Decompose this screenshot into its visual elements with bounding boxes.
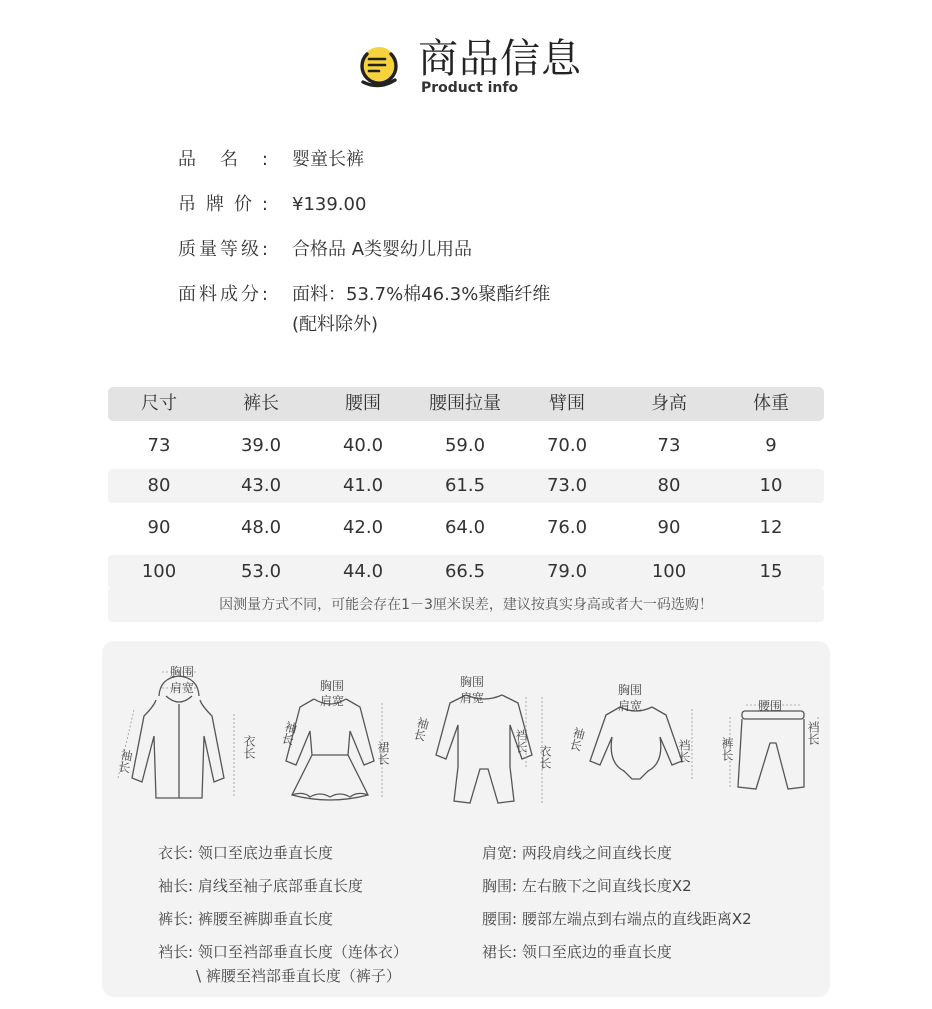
pants-crotch-label: 裆长	[806, 721, 820, 745]
bodysuit-shoulder-label: 肩宽	[618, 699, 643, 713]
table-cell: 80	[147, 475, 171, 496]
definition-sleeve: 袖长: 肩线至袖子底部垂直长度	[158, 877, 363, 895]
table-cell: 73	[657, 435, 681, 456]
table-row	[108, 555, 824, 589]
definition-shoulder: 肩宽: 两段肩线之间直线长度	[482, 844, 672, 862]
pants-length-label: 裤长	[720, 737, 734, 761]
romper-length-label: 衣长	[538, 745, 552, 769]
info-value-name: 婴童长裤	[292, 149, 364, 170]
info-value-quality: 合格品 A类婴幼儿用品	[292, 239, 473, 260]
table-cell: 64.0	[444, 517, 486, 538]
jacket-length-label: 衣长	[242, 735, 256, 759]
table-cell: 90	[657, 517, 681, 538]
table-cell: 100	[651, 561, 687, 582]
definition-crotch-pants: \ 裤腰至裆部垂直长度（裤子）	[196, 967, 401, 985]
table-header-cell: 体重	[753, 393, 789, 414]
bodysuit-sleeve-label: 袖长	[567, 725, 587, 753]
table-cell: 53.0	[240, 561, 282, 582]
table-cell: 73	[147, 435, 171, 456]
table-header-cell: 裤长	[243, 393, 279, 414]
jacket-sleeve-label: 袖长	[116, 747, 134, 775]
table-cell: 12	[759, 517, 783, 538]
info-value-fabric-note: (配料除外)	[292, 314, 379, 335]
romper-sleeve-label: 袖长	[411, 715, 431, 743]
definition-pants-length: 裤长: 裤腰至裤脚垂直长度	[158, 910, 333, 928]
info-label-fabric: 面料成分:	[178, 284, 268, 305]
table-cell: 48.0	[240, 517, 282, 538]
table-cell: 79.0	[546, 561, 588, 582]
table-cell: 76.0	[546, 517, 588, 538]
table-header-cell: 臂围	[549, 393, 585, 414]
table-cell: 9	[765, 435, 777, 456]
info-label-name: 品名:	[178, 149, 268, 170]
info-label-quality: 质量等级:	[178, 239, 268, 260]
definition-chest: 胸围: 左右腋下之间直线长度X2	[482, 877, 692, 895]
table-header-row	[108, 387, 824, 421]
table-cell: 40.0	[342, 435, 384, 456]
table-cell: 59.0	[444, 435, 486, 456]
table-cell: 66.5	[444, 561, 486, 582]
definition-length: 衣长: 领口至底边垂直长度	[158, 844, 333, 862]
info-value-fabric: 面料：53.7%棉46.3%聚酯纤维	[292, 284, 551, 305]
dress-skirt-label: 裙长	[376, 741, 390, 765]
section-title: 商品信息	[418, 36, 582, 82]
table-cell: 39.0	[240, 435, 282, 456]
dress-shoulder-label: 肩宽	[320, 694, 345, 708]
jacket-chest-label: 胸围	[170, 665, 195, 679]
table-row	[108, 429, 824, 463]
table-cell: 90	[147, 517, 171, 538]
table-cell: 41.0	[342, 475, 384, 496]
table-row	[108, 511, 824, 545]
table-header-cell: 身高	[651, 393, 687, 414]
table-cell: 73.0	[546, 475, 588, 496]
table-cell: 43.0	[240, 475, 282, 496]
dress-chest-label: 胸围	[320, 679, 345, 693]
table-row	[108, 469, 824, 503]
pants-waist-label: 腰围	[758, 699, 783, 713]
dress-sleeve-label: 袖长	[279, 719, 299, 747]
table-cell: 80	[657, 475, 681, 496]
table-cell: 15	[759, 561, 783, 582]
table-cell: 10	[759, 475, 783, 496]
size-table-note: 因测量方式不同，可能会存在1－3厘米误差，建议按真实身高或者大一码选购！	[108, 588, 824, 622]
definition-crotch: 裆长: 领口至裆部垂直长度（连体衣）	[158, 943, 408, 961]
table-cell: 61.5	[444, 475, 486, 496]
info-value-price: ¥139.00	[292, 194, 367, 215]
table-cell: 100	[141, 561, 177, 582]
definition-skirt: 裙长: 领口至底边的垂直长度	[482, 943, 672, 961]
romper-crotch-label: 裆长	[514, 729, 528, 753]
romper-shoulder-label: 肩宽	[460, 691, 485, 705]
measurement-guide-panel	[102, 641, 830, 997]
section-subtitle: Product info	[421, 80, 519, 96]
jacket-shoulder-label: 肩宽	[170, 681, 195, 695]
bodysuit-chest-label: 胸围	[618, 683, 643, 697]
table-header-cell: 尺寸	[141, 393, 177, 414]
table-cell: 44.0	[342, 561, 384, 582]
product-info-logo-icon	[355, 42, 403, 90]
bodysuit-crotch-label: 裆长	[677, 739, 691, 763]
table-cell: 42.0	[342, 517, 384, 538]
info-label-price: 吊牌价:	[178, 194, 268, 215]
table-header-cell: 腰围	[345, 393, 381, 414]
romper-chest-label: 胸围	[460, 675, 485, 689]
definition-waist: 腰围: 腰部左端点到右端点的直线距离X2	[482, 910, 752, 928]
table-cell: 70.0	[546, 435, 588, 456]
table-header-cell: 腰围拉量	[429, 393, 501, 414]
